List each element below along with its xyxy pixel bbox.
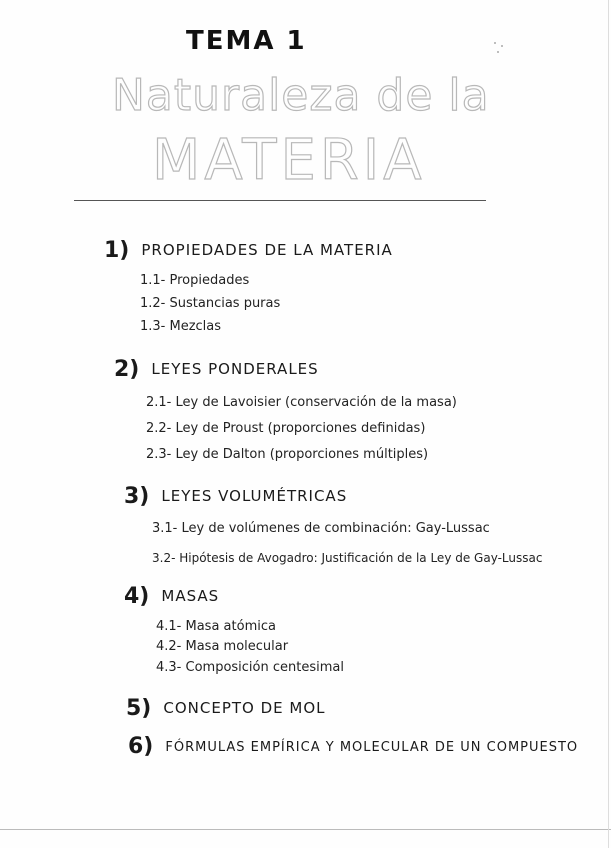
section-number: 3) <box>124 484 150 509</box>
list-item: 4.1- Masa atómica <box>156 619 276 634</box>
list-item: 2.1- Ley de Lavoisier (conservación de la masa) <box>146 395 457 410</box>
list-item: 4.3- Composición centesimal <box>156 660 344 675</box>
list-item: 4.2- Masa molecular <box>156 639 289 654</box>
section-1-heading <box>104 238 393 263</box>
title-divider <box>74 200 486 201</box>
title-line-1: Naturaleza de la <box>112 70 490 121</box>
section-title: FÓRMULAS EMPÍRICA Y MOLECULAR DE UN COMPUESTO <box>165 740 579 755</box>
section-number: 4) <box>124 584 150 609</box>
list-item: 3.2- Hipótesis de Avogadro: Justificación de la Ley de Gay-Lussac <box>152 551 543 565</box>
page-right-edge <box>608 0 609 848</box>
section-title: MASAS <box>161 587 220 605</box>
section-5-heading <box>126 696 326 721</box>
section-number: 6) <box>128 734 154 759</box>
section-4-heading <box>124 584 219 609</box>
corner-marks <box>492 40 506 56</box>
section-title: LEYES PONDERALES <box>151 360 319 378</box>
topic-number: TEMA 1 <box>186 26 307 56</box>
list-item: 3.1- Ley de volúmenes de combinación: Gay-Lussac <box>152 521 490 536</box>
list-item: 1.1- Propiedades <box>140 273 250 288</box>
list-item: 2.3- Ley de Dalton (proporciones múltiples) <box>146 447 429 462</box>
section-3-heading <box>124 484 347 509</box>
page-bottom-edge <box>0 829 611 830</box>
section-title: CONCEPTO DE MOL <box>163 699 326 717</box>
title-line-2: MATERIA <box>152 128 426 193</box>
section-title: PROPIEDADES DE LA MATERIA <box>141 241 393 259</box>
section-title: LEYES VOLUMÉTRICAS <box>161 487 348 505</box>
section-number: 2) <box>114 357 140 382</box>
section-number: 1) <box>104 238 130 263</box>
section-number: 5) <box>126 696 152 721</box>
section-6-heading <box>128 734 578 759</box>
section-2-heading <box>114 357 319 382</box>
list-item: 2.2- Ley de Proust (proporciones definidas) <box>146 421 426 436</box>
list-item: 1.3- Mezclas <box>140 319 222 334</box>
list-item: 1.2- Sustancias puras <box>140 296 281 311</box>
